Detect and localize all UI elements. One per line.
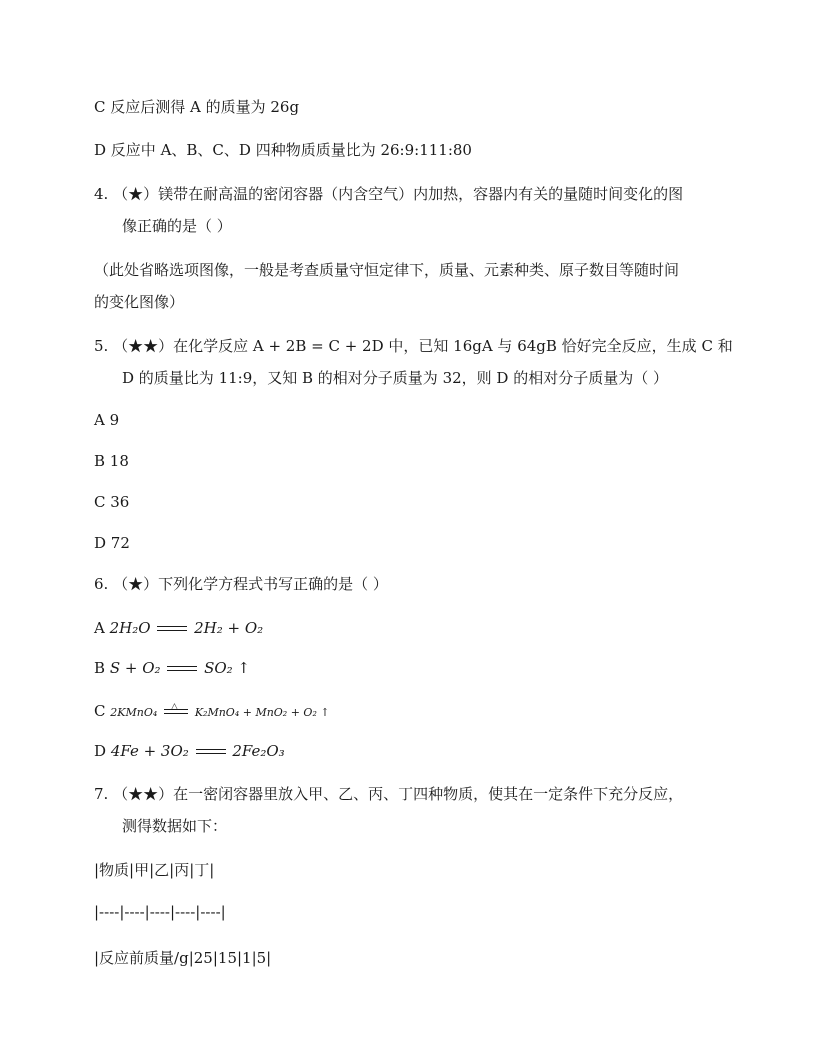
q6-option-d-label: D xyxy=(94,742,107,760)
equation-d-left: 4Fe + 3O₂ xyxy=(110,742,189,760)
equation-c-left: 2KMnO₄ xyxy=(110,706,158,719)
question-5-line-2: D 的质量比为 11:9，又知 B 的相对分子质量为 32，则 D 的相对分子质量为（ ） xyxy=(122,369,668,387)
q5-option-c: C 36 xyxy=(94,493,130,511)
equation-b-right: SO₂ ↑ xyxy=(204,659,251,677)
equals-sign xyxy=(196,747,226,757)
option-d-text: D 反应中 A、B、C、D 四种物质质量比为 26:9:111:80 xyxy=(94,141,472,159)
q6-option-b-label: B xyxy=(94,659,106,677)
q6-option-b xyxy=(94,658,250,678)
question-6-text: 6. （★）下列化学方程式书写正确的是（ ） xyxy=(94,575,388,593)
heat-symbol: △ xyxy=(171,702,178,712)
question-4-line-2: 像正确的是（ ） xyxy=(122,217,232,235)
q6-option-c-label: C xyxy=(94,702,106,720)
q6-option-a xyxy=(94,618,263,638)
table-data-row: |反应前质量/g|25|15|1|5| xyxy=(94,949,272,967)
equation-a-right: 2H₂ + O₂ xyxy=(194,619,264,637)
q6-option-c xyxy=(94,701,330,723)
equals-sign xyxy=(157,624,187,634)
table-header-row: |物质|甲|乙|丙|丁| xyxy=(94,861,215,879)
question-7-line-1: 7. （★★）在一密闭容器里放入甲、乙、丙、丁四种物质，使其在一定条件下充分反应， xyxy=(94,785,684,803)
heat-equals-sign xyxy=(164,702,188,717)
q5-option-a: A 9 xyxy=(94,411,120,429)
equation-d-right: 2Fe₂O₃ xyxy=(232,742,285,760)
equation-a-left: 2H₂O xyxy=(109,619,151,637)
question-7-line-2: 测得数据如下： xyxy=(122,817,228,835)
equals-sign xyxy=(167,664,197,674)
q6-option-d xyxy=(94,741,285,761)
q5-option-d: D 72 xyxy=(94,534,130,552)
q6-option-a-label: A xyxy=(94,619,105,637)
question-5-line-1: 5. （★★）在化学反应 A + 2B = C + 2D 中，已知 16gA 与 64gB 恰好完全反应，生成 C 和 xyxy=(94,337,733,355)
table-separator-row: |----|----|----|----|----| xyxy=(94,903,226,921)
q5-option-b: B 18 xyxy=(94,452,129,470)
equation-c-right: K₂MnO₄ + MnO₂ + O₂ ↑ xyxy=(194,706,330,719)
note-line-1: （此处省略选项图像，一般是考查质量守恒定律下，质量、元素种类、原子数目等随时间 xyxy=(94,261,680,279)
equation-b-left: S + O₂ xyxy=(109,659,161,677)
question-4-line-1: 4. （★）镁带在耐高温的密闭容器（内含空气）内加热，容器内有关的量随时间变化的图 xyxy=(94,185,684,203)
note-line-2: 的变化图像） xyxy=(94,293,185,311)
option-c-text: C 反应后测得 A 的质量为 26g xyxy=(94,98,300,116)
